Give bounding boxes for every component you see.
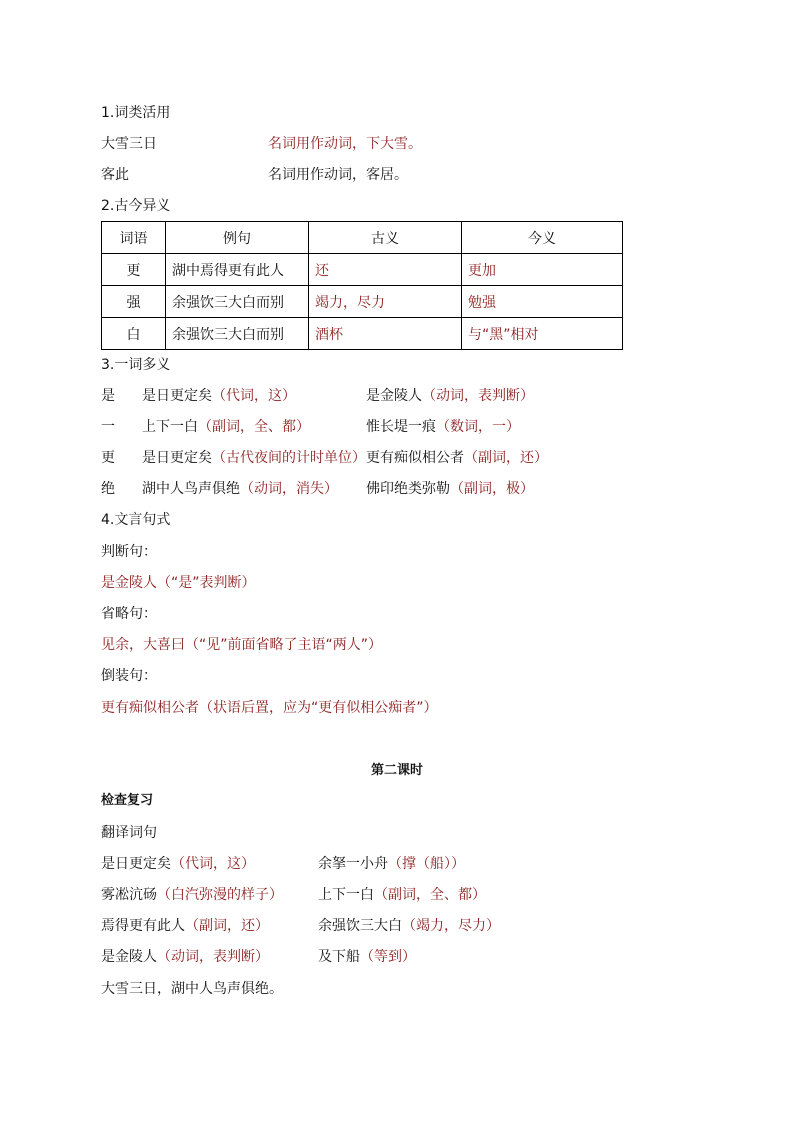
table-cell-word: 强	[102, 286, 166, 318]
sentence-type-label: 倒装句：	[101, 668, 157, 684]
sentence-type-example: 更有痴似相公者（状语后置，应为“更有似相公痴者”）	[101, 700, 438, 716]
translate-item-a: 雾凇沆砀（白汽弥漫的样子）	[101, 887, 283, 903]
table-cell-example: 余强饮三大白而别	[166, 318, 309, 350]
translate-item-a: 是金陵人（动词，表判断）	[101, 949, 269, 965]
polysemy-usage-a: 上下一白（副词，全、都）	[142, 419, 310, 435]
table-cell-word: 白	[102, 318, 166, 350]
sentence-type-label: 省略句：	[101, 606, 157, 622]
polysemy-usage-b: 更有痴似相公者（副词，还）	[366, 450, 548, 466]
ancient-modern-meaning-table	[101, 221, 623, 350]
section1-explain-2: 名词用作动词，客居。	[268, 167, 408, 183]
table-header: 古义	[309, 222, 462, 254]
polysemy-word: 绝	[101, 481, 115, 497]
translate-item-b: 余拏一小舟（撑（船））	[318, 856, 465, 872]
polysemy-usage-a: 湖中人鸟声俱绝（动词，消失）	[142, 481, 338, 497]
table-header: 例句	[166, 222, 309, 254]
section2-heading: 2.古今异义	[101, 198, 171, 214]
translate-item-a: 是日更定矣（代词，这）	[101, 856, 255, 872]
translate-item-b: 及下船（等到）	[318, 949, 416, 965]
section1-explain-1: 名词用作动词，下大雪。	[268, 136, 422, 152]
polysemy-word: 一	[101, 419, 115, 435]
section3-heading: 3.一词多义	[101, 357, 171, 373]
polysemy-usage-b: 是金陵人（动词，表判断）	[366, 388, 534, 404]
final-sentence: 大雪三日，湖中人鸟声俱绝。	[101, 981, 283, 997]
table-cell-word: 更	[102, 254, 166, 286]
translate-heading: 翻译词句	[101, 825, 157, 841]
table-header: 今义	[462, 222, 623, 254]
review-heading: 检查复习	[101, 793, 154, 808]
polysemy-usage-a: 是日更定矣（代词，这）	[142, 388, 296, 404]
lesson-title: 第二课时	[370, 763, 423, 778]
sentence-type-example: 见余，大喜曰（“见”前面省略了主语“两人”）	[101, 637, 383, 653]
translate-item-a: 焉得更有此人（副词，还）	[101, 918, 269, 934]
polysemy-usage-b: 佛印绝类弥勒（副词，极）	[366, 481, 534, 497]
translate-item-b: 余强饮三大白（竭力，尽力）	[318, 918, 500, 934]
section1-heading: 1.词类活用	[101, 105, 171, 121]
table-cell-ancient: 竭力，尽力	[309, 286, 462, 318]
table-cell-modern: 更加	[462, 254, 623, 286]
polysemy-word: 是	[101, 388, 115, 404]
section1-term-2: 客此	[101, 167, 129, 183]
table-cell-modern: 勉强	[462, 286, 623, 318]
table-cell-modern: 与“黑”相对	[462, 318, 623, 350]
translate-item-b: 上下一白（副词，全、都）	[318, 887, 486, 903]
table-header-row	[102, 222, 623, 254]
polysemy-usage-a: 是日更定矣（古代夜间的计时单位）	[142, 450, 366, 466]
sentence-type-example: 是金陵人（“是”表判断）	[101, 575, 256, 591]
section1-term-1: 大雪三日	[101, 136, 157, 152]
polysemy-word: 更	[101, 450, 115, 466]
table-cell-ancient: 还	[309, 254, 462, 286]
table-header: 词语	[102, 222, 166, 254]
table-row	[102, 318, 623, 350]
table-cell-example: 湖中焉得更有此人	[166, 254, 309, 286]
sentence-type-label: 判断句：	[101, 544, 157, 560]
table-cell-example: 余强饮三大白而别	[166, 286, 309, 318]
table-cell-ancient: 酒杯	[309, 318, 462, 350]
section4-heading: 4.文言句式	[101, 512, 171, 528]
table-row	[102, 254, 623, 286]
polysemy-usage-b: 惟长堤一痕（数词，一）	[366, 419, 520, 435]
table-row	[102, 286, 623, 318]
